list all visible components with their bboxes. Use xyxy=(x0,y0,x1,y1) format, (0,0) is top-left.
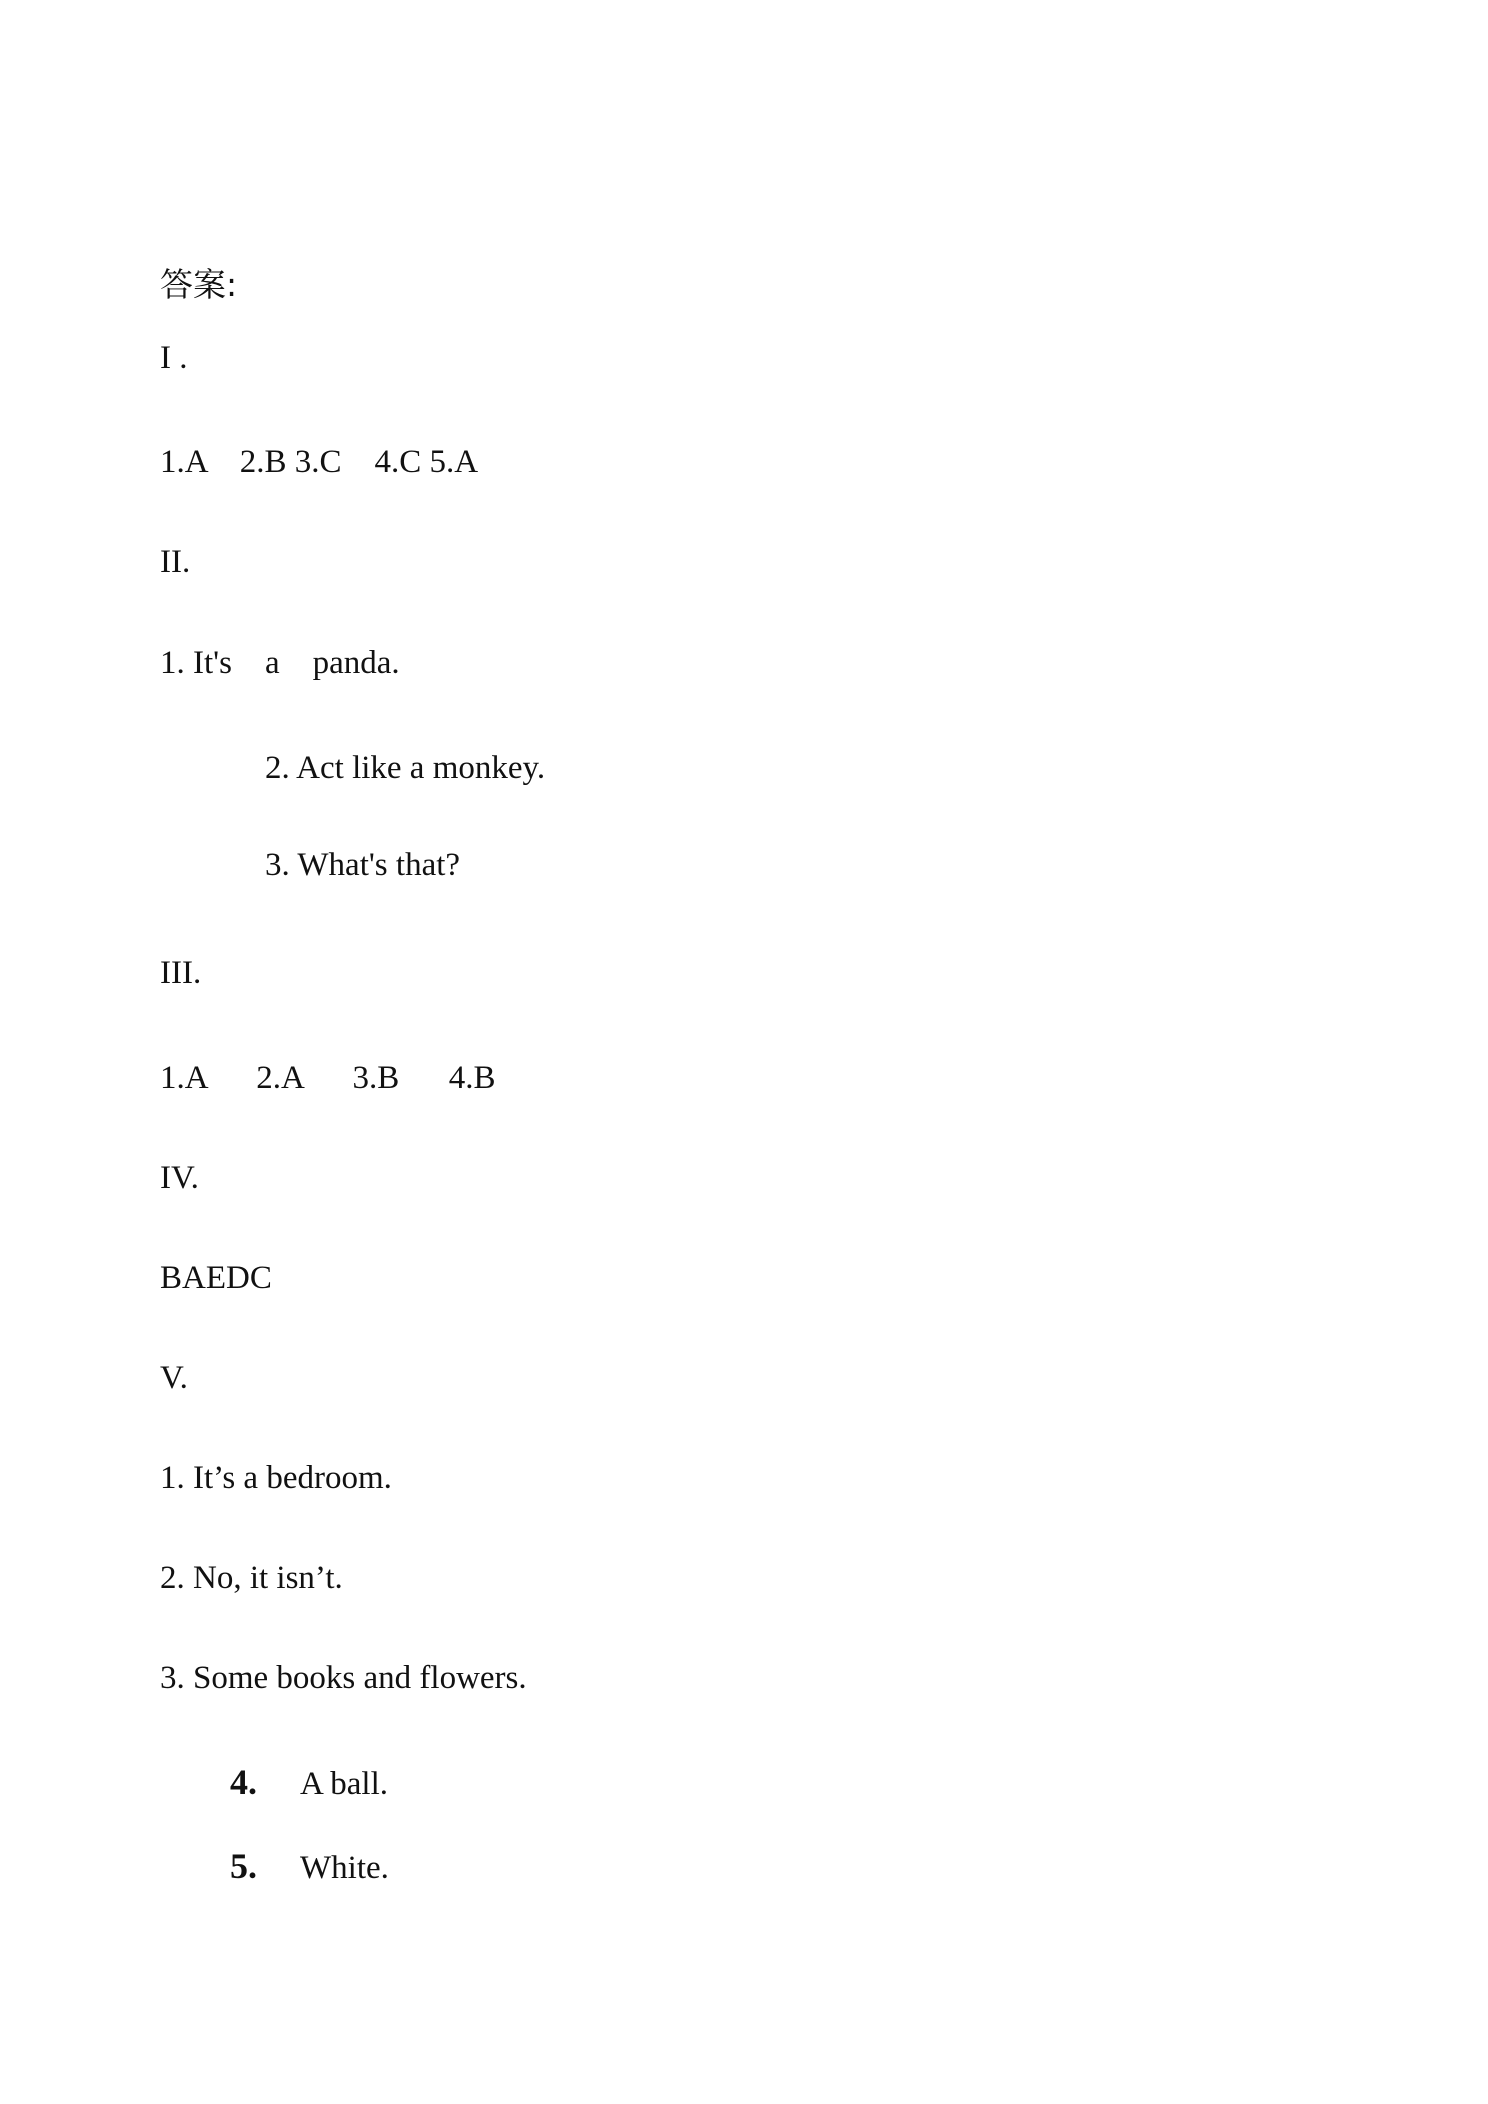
section-3-answers: 1.A 2.A 3.B 4.B xyxy=(160,1060,496,1096)
section-1-heading: I . xyxy=(160,340,188,376)
section-5-item-4-text: A ball. xyxy=(300,1766,388,1802)
section-3-heading: III. xyxy=(160,955,202,991)
section-5-item-1: 1. It’s a bedroom. xyxy=(160,1460,392,1496)
page-title: 答案: xyxy=(160,265,238,304)
section-5-item-5-number: 5. xyxy=(230,1846,257,1886)
section-2-heading: II. xyxy=(160,544,191,580)
section-5-item-2: 2. No, it isn’t. xyxy=(160,1560,343,1596)
section-2-item-3: 3. What's that? xyxy=(265,847,461,883)
section-2-item-1: 1. It's a panda. xyxy=(160,645,400,681)
section-5-item-4-number: 4. xyxy=(230,1762,257,1802)
section-4-answers: BAEDC xyxy=(160,1260,272,1296)
section-1-answers: 1.A 2.B 3.C 4.C 5.A xyxy=(160,444,479,480)
section-2-item-2: 2. Act like a monkey. xyxy=(265,750,546,786)
section-4-heading: IV. xyxy=(160,1160,199,1196)
section-5-item-3: 3. Some books and flowers. xyxy=(160,1660,527,1696)
section-5-heading: V. xyxy=(160,1360,188,1396)
section-5-item-5-text: White. xyxy=(300,1850,389,1886)
